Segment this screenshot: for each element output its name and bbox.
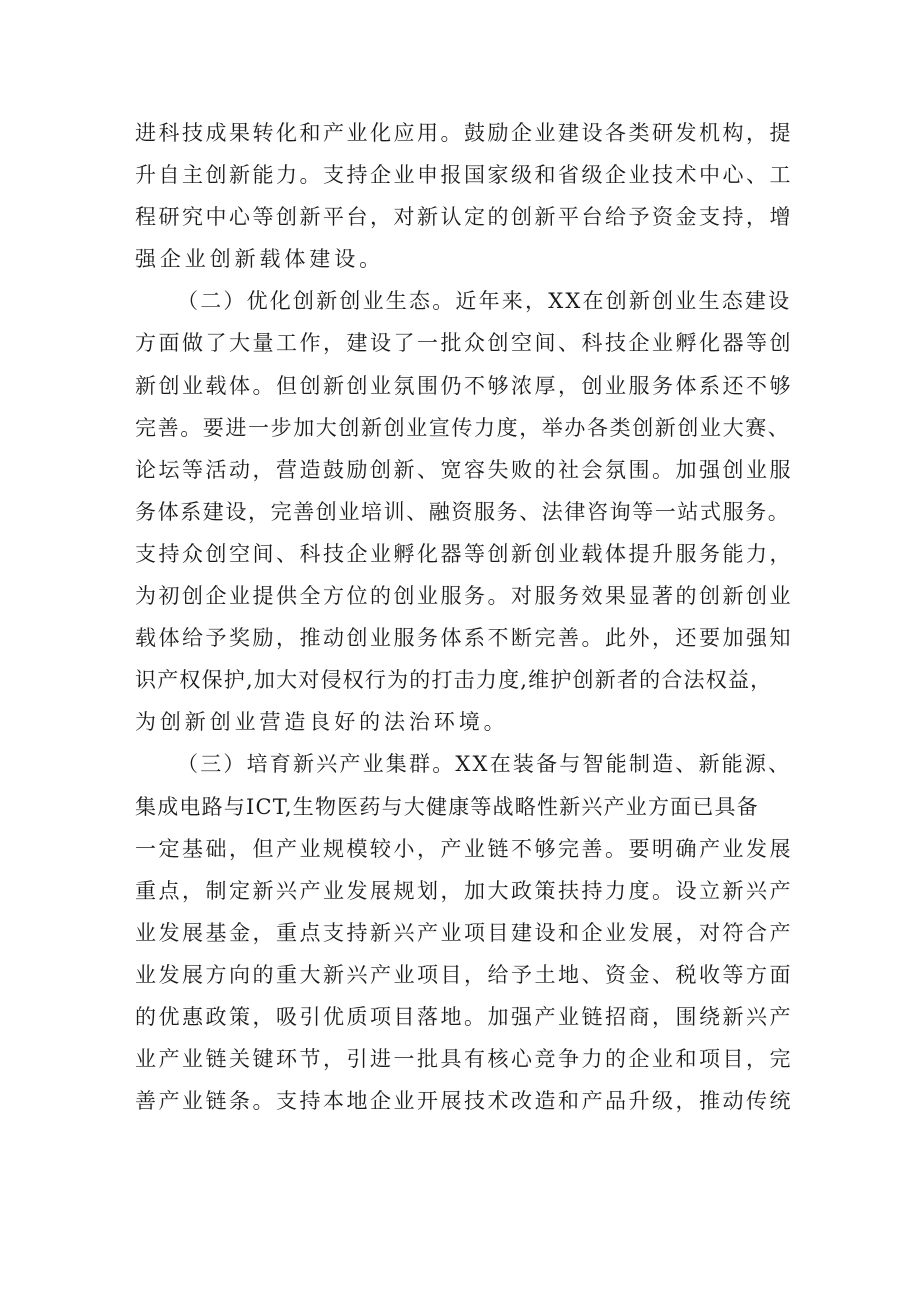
text-line: 升自主创新能力。支持企业申报国家级和省级企业技术中心、工 xyxy=(135,163,793,188)
text-line: 务体系建设，完善创业培训、融资服务、法律咨询等一站式服务。 xyxy=(135,499,791,524)
text-line: 善产业链条。支持本地企业开展技术改造和产品升级，推动传统 xyxy=(135,1089,793,1114)
text-line: 强企业创新载体建设。 xyxy=(135,247,384,272)
text-line: 程研究中心等创新平台，对新认定的创新平台给予资金支持，增 xyxy=(135,205,793,230)
text-line: 载体给予奖励，推动创业服务体系不断完善。此外，还要加强知 xyxy=(135,626,793,651)
text-line: 完善。要进一步加大创新创业宣传力度，举办各类创新创业大赛、 xyxy=(135,415,791,440)
document-body xyxy=(135,112,795,1122)
text-line: 进科技成果转化和产业化应用。鼓励企业建设各类研发机构，提 xyxy=(135,121,793,145)
section-heading-line: （三）培育新兴产业集群。XX在装备与智能制造、新能源、 xyxy=(177,752,792,777)
text-line: 集成电路与ICT,生物医药与大健康等战略性新兴产业方面已具备 xyxy=(135,794,759,819)
text-line: 的优惠政策，吸引优质项目落地。加强产业链招商，围绕新兴产 xyxy=(135,1004,793,1029)
text-line: 业产业链关键环节，引进一批具有核心竞争力的企业和项目，完 xyxy=(135,1047,793,1072)
text-line: 方面做了大量工作，建设了一批众创空间、科技企业孵化器等创 xyxy=(135,331,793,356)
text-line: 新创业载体。但创新创业氛围仍不够浓厚，创业服务体系还不够 xyxy=(135,373,793,398)
text-line: 为创新创业营造良好的法治环境。 xyxy=(135,710,509,735)
text-line: 重点，制定新兴产业发展规划，加大政策扶持力度。设立新兴产 xyxy=(135,878,793,903)
text-line: 识产权保护,加大对侵权行为的打击力度,维护创新者的合法权益， xyxy=(135,668,773,693)
text-line: 业发展方向的重大新兴产业项目，给予土地、资金、税收等方面 xyxy=(135,962,793,987)
text-line: 为初创企业提供全方位的创业服务。对服务效果显著的创新创业 xyxy=(135,584,793,609)
text-line: 论坛等活动，营造鼓励创新、宽容失败的社会氛围。加强创业服 xyxy=(135,457,793,482)
section-heading-line: （二）优化创新创业生态。近年来，XX在创新创业生态建设 xyxy=(177,289,792,314)
text-line: 一定基础，但产业规模较小，产业链不够完善。要明确产业发展 xyxy=(135,836,793,861)
text-line: 业发展基金，重点支持新兴产业项目建设和企业发展，对符合产 xyxy=(135,920,793,945)
text-line: 支持众创空间、科技企业孵化器等创新创业载体提升服务能力， xyxy=(135,541,793,566)
